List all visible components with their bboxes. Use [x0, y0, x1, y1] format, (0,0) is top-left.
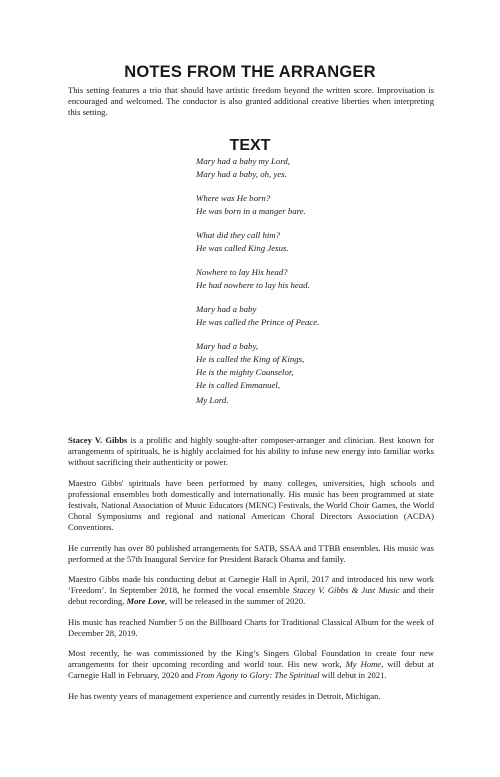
work-title: From Agony to Glory: The Spiritual [195, 670, 320, 681]
lyrics-stanza [196, 303, 446, 329]
lyrics-stanza [196, 340, 446, 407]
bio-paragraph [68, 574, 434, 608]
composer-bio [68, 435, 434, 702]
bio-text: , will be released in the summer of 2020. [164, 596, 306, 607]
composer-name: Stacey V. Gibbs [68, 435, 128, 445]
bio-paragraph: He currently has over 80 published arrangements for SATB, SSAA and TTBB ensembles. His music was performed at the 57th Inaugural Service for President Barack Obama and family. [68, 542, 434, 564]
lyric-line: He had nowhere to lay his head. [196, 280, 310, 290]
lyrics-stanza [196, 229, 446, 255]
lyric-line: Mary had a baby my Lord, [196, 156, 290, 166]
bio-paragraph: His music has reached Number 5 on the Billboard Charts for Traditional Classical Album for the week of December 28, 2019. [68, 616, 434, 638]
lyrics-stanza [196, 192, 446, 218]
bio-text: Maestro Gibbs made his conducting debut at Carnegie Hall in April, 2017 and introduced his new work ‘Freedom’. In September 2018, he formed the vocal ensemble [68, 574, 434, 596]
lyric-line: Where was He born? [196, 193, 271, 203]
lyrics-stanza [196, 266, 446, 292]
bio-text: and their debut recording, [68, 585, 434, 607]
bio-paragraph [68, 648, 434, 682]
bio-paragraph: Maestro Gibbs' spirituals have been performed by many colleges, universities, high schools and professional ensembles both domestically and internationally. His music has been programmed at state festivals, National Association of Music Educators (MENC) Festivals, the World Choir Games, the World Choral Symposiums and regional and national American Choral Directors Association (ACDA) Conventions. [68, 477, 434, 533]
lyric-line: He was called the Prince of Peace. [196, 317, 320, 327]
bio-text: will debut at Carnegie Hall in February, 2020 and [68, 659, 435, 681]
lyric-line: He is called the King of Kings, [196, 354, 305, 364]
lyric-line: Mary had a baby, [196, 341, 259, 351]
lyrics-block [196, 155, 446, 407]
lyric-line: Mary had a baby [196, 304, 257, 314]
notes-intro: This setting features a trio that should have artistic freedom beyond the written score. Improvisation is encouraged and welcomed. The conductor is also granted additional creative liberties when interpreting this setting. [68, 85, 434, 118]
lyric-line: He was born in a manger bare. [196, 206, 306, 216]
bio-paragraph [68, 435, 434, 469]
ensemble-name: Stacey V. Gibbs & Just Music [292, 585, 400, 596]
notes-title: NOTES FROM THE ARRANGER [124, 63, 376, 81]
lyric-line: Mary had a baby, oh, yes. [196, 169, 287, 179]
text-title: TEXT [229, 137, 271, 154]
bio-text: is a prolific and highly sought-after composer-arranger and clinician. Best known for arrangements of spirituals, he is highly acclaimed for his ability to infuse new energy into familiar works without sacrificing their authenticity or power. [68, 435, 434, 468]
lyric-line: He is called Emmanuel, [196, 380, 281, 390]
bio-text: will debut in 2021. [319, 670, 387, 681]
work-title: My Home, [345, 659, 384, 670]
lyrics-stanza [196, 155, 446, 181]
lyric-line: He is the mighty Counselor, [196, 367, 294, 377]
album-title: More Love [126, 596, 165, 607]
lyric-line: He was called King Jesus. [196, 243, 289, 253]
lyric-line: My Lord. [196, 395, 229, 405]
lyric-line: What did they call him? [196, 230, 281, 240]
lyric-line: Nowhere to lay His head? [196, 267, 288, 277]
bio-paragraph: He has twenty years of management experience and currently resides in Detroit, Michigan. [68, 690, 381, 701]
bio-text: Most recently, he was commissioned by the King’s Singers Global Foundation to create four new arrangements for their upcoming recording and world tour. His new work, [68, 648, 434, 670]
